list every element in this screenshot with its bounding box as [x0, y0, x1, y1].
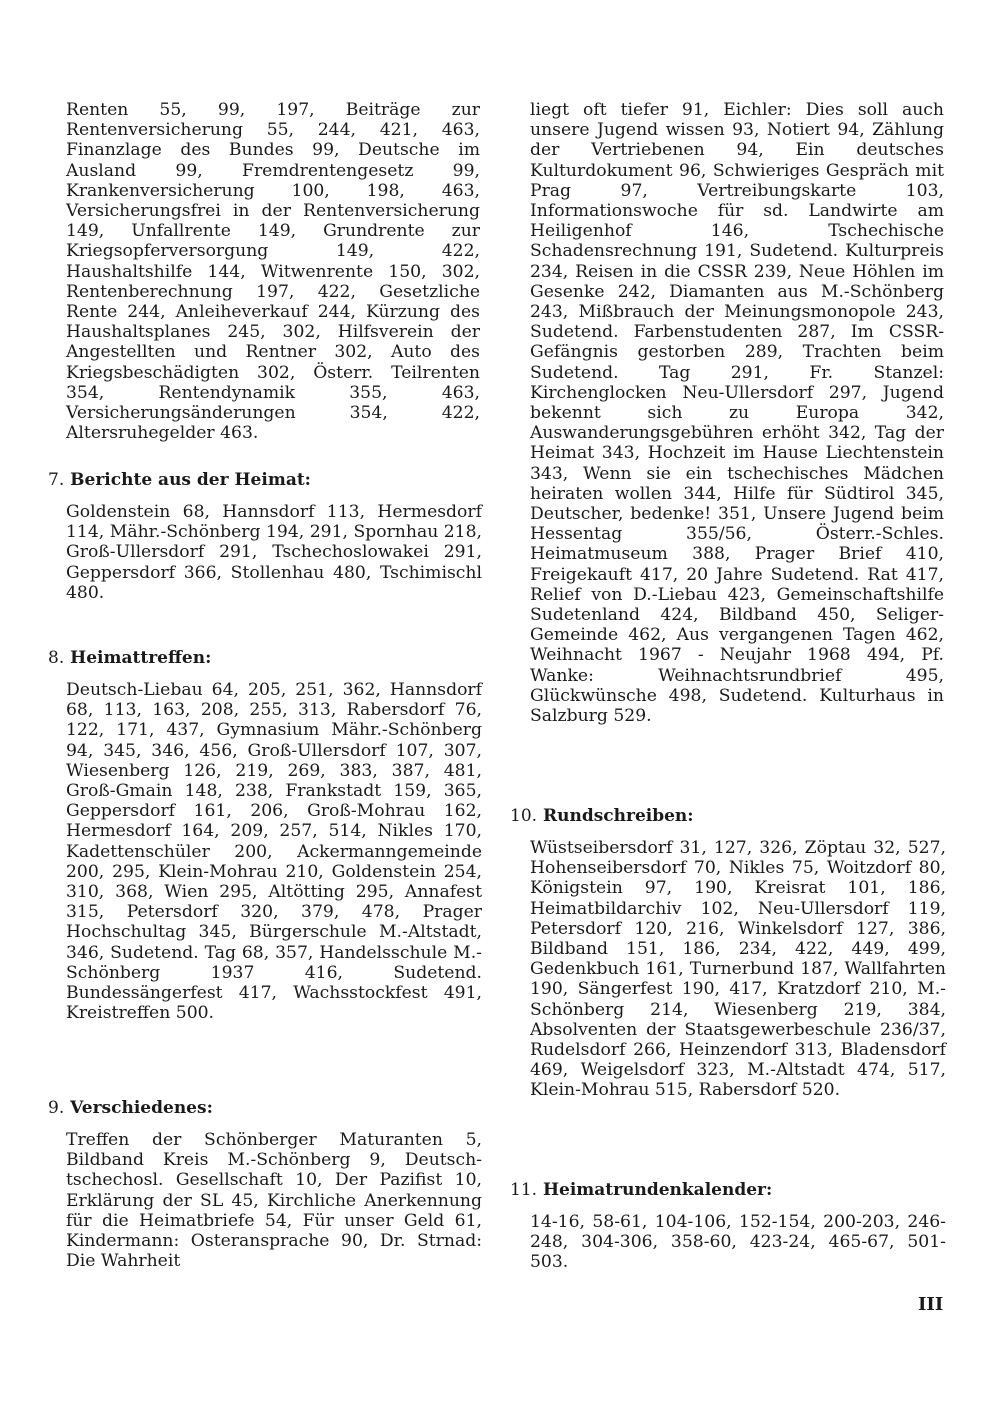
section-verschiedenes [48, 1098, 486, 1271]
section-title: Rundschreiben: [542, 806, 694, 826]
right-column [530, 100, 944, 726]
section-heading [48, 1098, 486, 1118]
section-title: Heimatrundenkalender: [542, 1180, 773, 1200]
section-entries: Goldenstein 68, Hannsdorf 113, Hermesdorf 114, Mähr.-Schönberg 194, 291, Spornhau 218, Groß-Ullersdorf 291, Tschechoslowakei 291, Geppersdorf 366, Stollenhau 480, Tschimischl 480. [66, 502, 482, 603]
section-berichte-aus-der-heimat [48, 470, 486, 603]
rentner-index-continuation: Renten 55, 99, 197, Beiträge zur Rentenversicherung 55, 244, 421, 463, Finanzlage des Bundes 99, Deutsche im Ausland 99, Fremdrentengesetz 99, Krankenversicherung 100, 198, 463, Versicherungsfrei in der Rentenversicherung 149, Unfallrente 149, Grundrente zur Kriegsopferversorgung 149, 422, Haushaltshilfe 144, Witwenrente 150, 302, Rentenberechnung 197, 422, Gesetzliche Rente 244, Anleiheverkauf 244, Kürzung des Haushaltsplanes 245, 302, Hilfsverein der Angestellten und Rentner 302, Auto des Kriegsbeschädigten 302, Österr. Teilrenten 354, Rentendynamik 355, 463, Versicherungsänderungen 354, 422, Altersruhegelder 463. [66, 100, 480, 444]
section-heading [510, 806, 948, 826]
section-heimatrundenkalender [510, 1180, 948, 1273]
section-rundschreiben [510, 806, 948, 1101]
section-entries: 14-16, 58-61, 104-106, 152-154, 200-203, 246-248, 304-306, 358-60, 423-24, 465-67, 501-503. [530, 1212, 946, 1273]
left-column [66, 100, 480, 443]
section-number: 10. [510, 806, 538, 826]
section-entries: Deutsch-Liebau 64, 205, 251, 362, Hannsdorf 68, 113, 163, 208, 255, 313, Rabersdorf 76, 122, 171, 437, Gymnasium Mähr.-Schönberg 94, 345, 346, 456, Groß-Ullersdorf 107, 307, Wiesenberg 126, 219, 269, 383, 387, 481, Groß-Gmain 148, 238, Frankstadt 159, 365, Geppersdorf 161, 206, Groß-Mohrau 162, Hermesdorf 164, 209, 257, 514, Nikles 170, Kadettenschüler 200, Ackermanngemeinde 200, 295, Klein-Mohrau 210, Goldenstein 254, 310, 368, Wien 295, Altötting 295, Annafest 315, Petersdorf 320, 379, 478, Prager Hochschultag 345, Bürgerschule M.-Altstadt, 346, Sudetend. Tag 68, 357, Handelsschule M.-Schönberg 1937 416, Sudetend. Bundessängerfest 417, Wachsstockfest 491, Kreistreffen 500. [66, 680, 482, 1024]
section-title: Heimattreffen: [70, 648, 212, 668]
section-number: 11. [510, 1180, 538, 1200]
section-number: 7. [48, 470, 65, 490]
section-number: 9. [48, 1098, 65, 1118]
verschiedenes-continuation: liegt oft tiefer 91, Eichler: Dies soll auch unsere Jugend wissen 93, Notiert 94, Zählung der Vertriebenen 94, Ein deutsches Kulturdokument 96, Schwieriges Gespräch mit Prag 97, Vertreibungskarte 103, Informationswoche für sd. Landwirte am Heiligenhof 146, Tschechische Schadensrechnung 191, Sudetend. Kulturpreis 234, Reisen in die CSSR 239, Neue Höhlen im Gesenke 242, Diamanten aus M.-Schönberg 243, Mißbrauch der Meinungsmonopole 243, Sudetend. Farbenstudenten 287, Im CSSR-Gefängnis gestorben 289, Trachten beim Sudetend. Tag 291, Fr. Stanzel: Kirchenglocken Neu-Ullersdorf 297, Jugend bekennt sich zu Europa 342, Auswanderungsgebühren erhöht 342, Tag der Heimat 343, Hochzeit im Hause Liechtenstein 343, Wenn sie ein tschechisches Mädchen heiraten wollen 344, Hilfe für Südtirol 345, Deutscher, bedenke! 351, Unsere Jugend beim Hessentag 355/56, Österr.-Schles. Heimatmuseum 388, Prager Brief 410, Freigekauft 417, 20 Jahre Sudetend. Rat 417, Relief von D.-Liebau 423, Gemeinschaftshilfe Sudetenland 424, Bildband 450, Seliger-Gemeinde 462, Aus vergangenen Tagen 462, Weihnacht 1967 - Neujahr 1968 494, Pf. Wanke: Weihnachtsrundbrief 495, Glückwünsche 498, Sudetend. Kulturhaus in Salzburg 529. [530, 100, 944, 727]
section-title: Berichte aus der Heimat: [70, 470, 311, 490]
section-title: Verschiedenes: [70, 1098, 213, 1118]
page-number: III [918, 1294, 944, 1315]
section-heimattreffen [48, 648, 486, 1023]
section-entries: Treffen der Schönberger Maturanten 5, Bildband Kreis M.-Schönberg 9, Deutsch-tschechosl. Gesellschaft 10, Der Pazifist 10, Erklärung der SL 45, Kirchliche Anerkennung für die Heimatbriefe 54, Für unser Geld 61, Kindermann: Osteransprache 90, Dr. Strnad: Die Wahrheit [66, 1130, 482, 1272]
section-number: 8. [48, 648, 65, 668]
section-heading [48, 470, 486, 490]
section-heading [510, 1180, 948, 1200]
section-heading [48, 648, 486, 668]
section-entries: Wüstseibersdorf 31, 127, 326, Zöptau 32, 527, Hohenseibersdorf 70, Nikles 75, Woitzdorf 80, Königstein 97, 190, Kreisrat 101, 186, Heimatbildarchiv 102, Neu-Ullersdorf 119, Petersdorf 120, 216, Winkelsdorf 127, 386, Bildband 151, 186, 234, 422, 449, 499, Gedenkbuch 161, Turnerbund 187, Wallfahrten 190, Sängerfest 190, 417, Kratzdorf 210, M.-Schönberg 214, Wiesenberg 219, 384, Absolventen der Staatsgewerbeschule 236/37, Rudelsdorf 266, Heinzendorf 313, Bladensdorf 469, Weigelsdorf 323, M.-Altstadt 474, 517, Klein-Mohrau 515, Rabersdorf 520. [530, 838, 946, 1101]
